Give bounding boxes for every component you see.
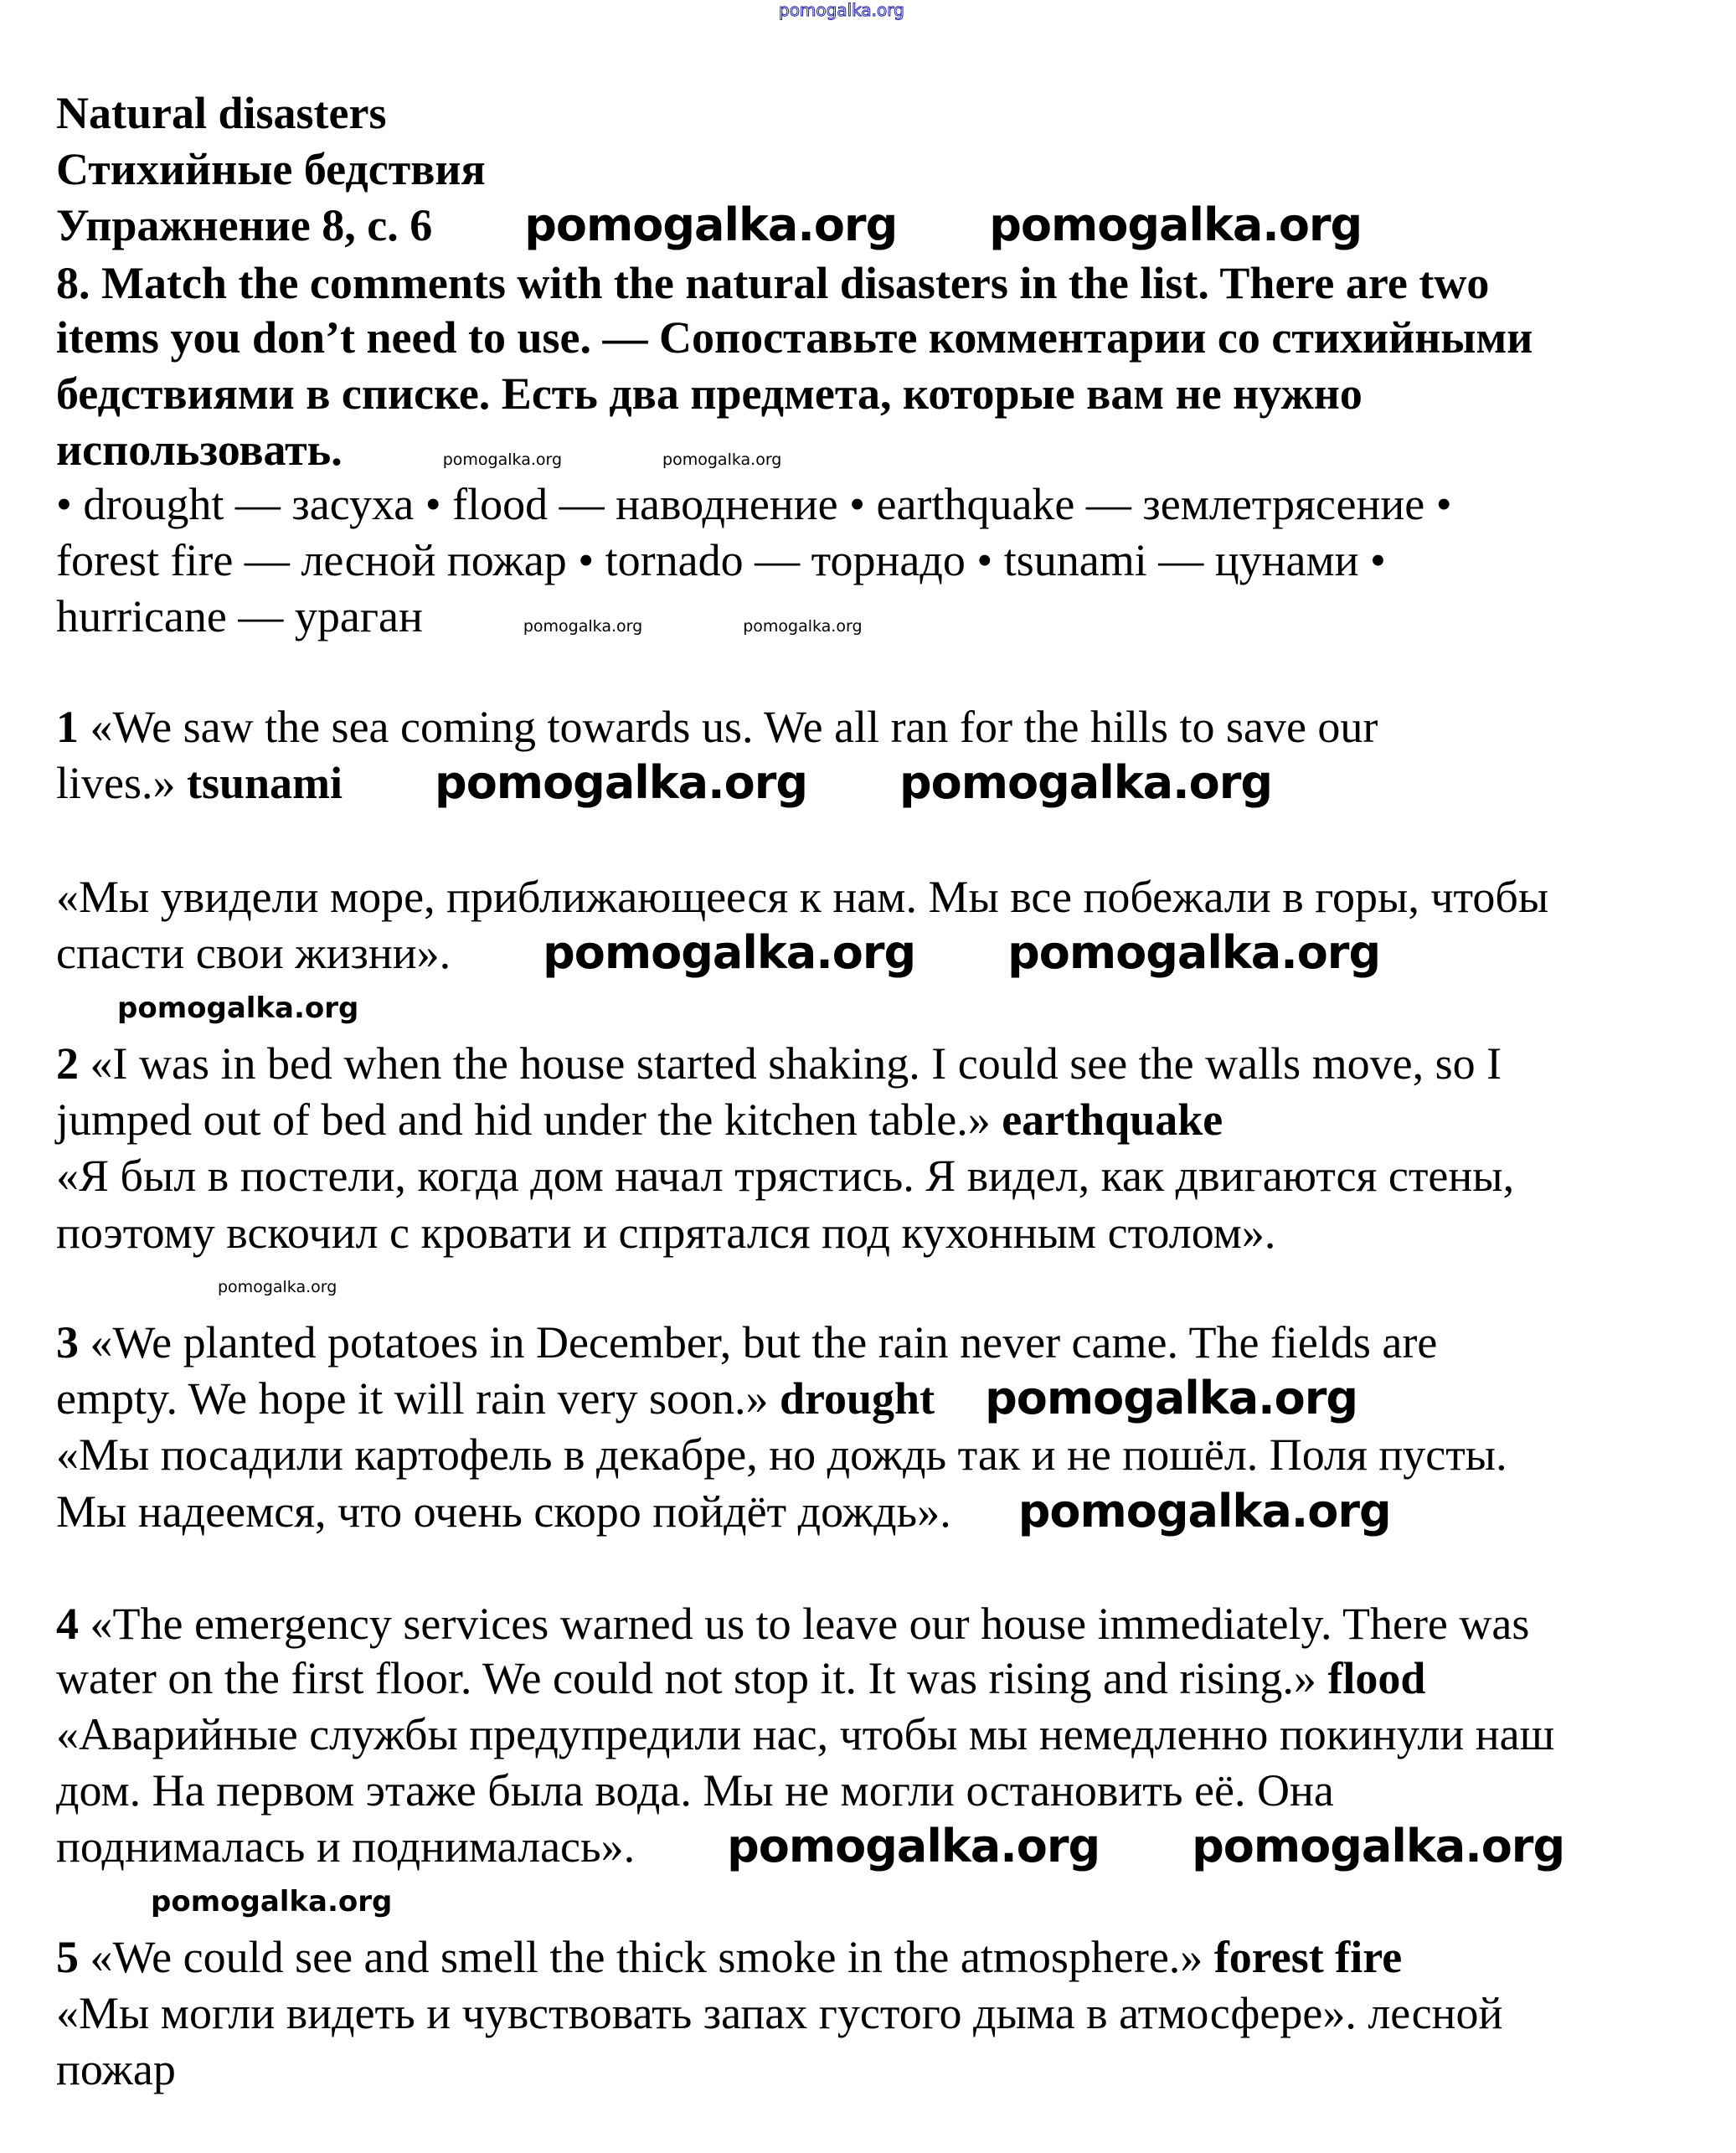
vocab-line: forest fire — лесной пожар • tornado — торнадо • tsunami — цунами • [56,535,1386,585]
item-text: lives.» [56,758,176,808]
item-text: «The emergency services warned us to leave our house immediately. There was [90,1599,1530,1649]
watermark: pomogalka.org [117,992,359,1025]
item-text: empty. We hope it will rain very soon.» [56,1373,769,1424]
watermark: pomogalka.org [1192,1820,1565,1872]
item-text: water on the first floor. We could not stop it. It was rising and rising.» [56,1653,1316,1703]
item-text: «We planted potatoes in December, but the rain never came. The fields are [90,1317,1438,1368]
item-5-translation: «Мы могли видеть и чувствовать запах густого дыма в атмосфере». лесной [56,1988,1503,2038]
item-text: «We saw the sea coming towards us. We all ran for the hills to save our [90,702,1378,752]
watermark-top: pomogalka.org [779,0,904,20]
item-1-english-cont [56,755,1272,811]
item-answer: forest fire [1213,1932,1403,1982]
item-text: «We could see and smell the thick smoke in the atmosphere.» [90,1932,1203,1982]
item-1-translation-cont [56,925,1380,981]
watermark: pomogalka.org [524,198,898,251]
watermark: pomogalka.org [442,451,563,469]
item-answer: tsunami [187,758,343,808]
task-line: бедствиями в списке. Есть два предмета, которые вам не нужно [56,368,1363,419]
watermark: pomogalka.org [523,617,643,636]
watermark: pomogalka.org [1007,926,1381,979]
task-line: использовать. [56,425,343,475]
watermark: pomogalka.org [218,1278,337,1296]
item-4-translation-cont [56,1819,1564,1874]
item-text: jumped out of bed and hid under the kitchen table.» [56,1095,991,1145]
page-subtitle: Стихийные бедствия [56,144,486,194]
watermark: pomogalka.org [743,617,863,636]
exercise-reference: Упражнение 8, с. 6 [56,200,433,250]
item-3-translation: Мы надеемся, что очень скоро пойдёт дождь». [56,1486,951,1537]
item-number: 2 [56,1038,79,1089]
item-5-english [56,1929,1402,1985]
item-2-english-cont [56,1092,1223,1147]
item-text: «I was in bed when the house started shaking. I could see the walls move, so I [90,1038,1502,1089]
item-1-english [56,699,1378,755]
item-answer: earthquake [1002,1095,1223,1145]
item-4-translation: поднималась и поднималась». [56,1821,636,1872]
watermark: pomogalka.org [899,756,1273,809]
item-3-translation-cont [56,1484,1391,1539]
item-1-translation: спасти свои жизни». [56,928,451,978]
item-3-translation: «Мы посадили картофель в декабре, но дождь так и не пошёл. Поля пусты. [56,1429,1507,1480]
watermark: pomogalka.org [985,1372,1358,1424]
item-answer: flood [1327,1653,1426,1703]
watermark: pomogalka.org [1017,1485,1391,1537]
watermark: pomogalka.org [543,926,916,979]
item-3-english [56,1315,1437,1370]
item-4-english [56,1596,1529,1651]
item-number: 3 [56,1317,79,1368]
item-answer: drought [780,1373,935,1424]
item-3-english-cont [56,1371,1357,1426]
watermark: pomogalka.org [435,756,808,809]
item-2-english [56,1036,1502,1091]
vocab-line-last [56,589,863,654]
vocab-line: • drought — засуха • flood — наводнение • earthquake — землетрясение • [56,479,1452,529]
item-2-translation: «Я был в постели, когда дом начал трястись. Я видел, как двигаются стены, [56,1151,1515,1201]
item-4-english-cont [56,1651,1425,1706]
item-4-translation: дом. На первом этаже была вода. Мы не могли остановить её. Она [56,1765,1334,1816]
item-number: 5 [56,1932,79,1982]
item-4-translation: «Аварийные службы предупредили нас, чтобы мы немедленно покинули наш [56,1709,1555,1759]
task-line: 8. Match the comments with the natural disasters in the list. There are two [56,258,1490,308]
item-number: 1 [56,702,79,752]
item-5-translation: пожар [56,2044,176,2094]
task-line: items you don’t need to use. — Сопоставьте комментарии со стихийными [56,312,1533,363]
watermark: pomogalka.org [151,1885,393,1919]
watermark: pomogalka.org [989,198,1363,251]
watermark: pomogalka.org [727,1820,1100,1872]
item-1-translation: «Мы увидели море, приближающееся к нам. Мы все побежали в горы, чтобы [56,872,1549,922]
item-2-translation: поэтому вскочил с кровати и спрятался под кухонным столом». [56,1208,1276,1258]
item-number: 4 [56,1599,79,1649]
watermark: pomogalka.org [662,451,782,469]
vocab-line: hurricane — ураган [56,591,423,641]
exercise-reference-line [56,198,1362,253]
page-title: Natural disasters [56,88,387,138]
